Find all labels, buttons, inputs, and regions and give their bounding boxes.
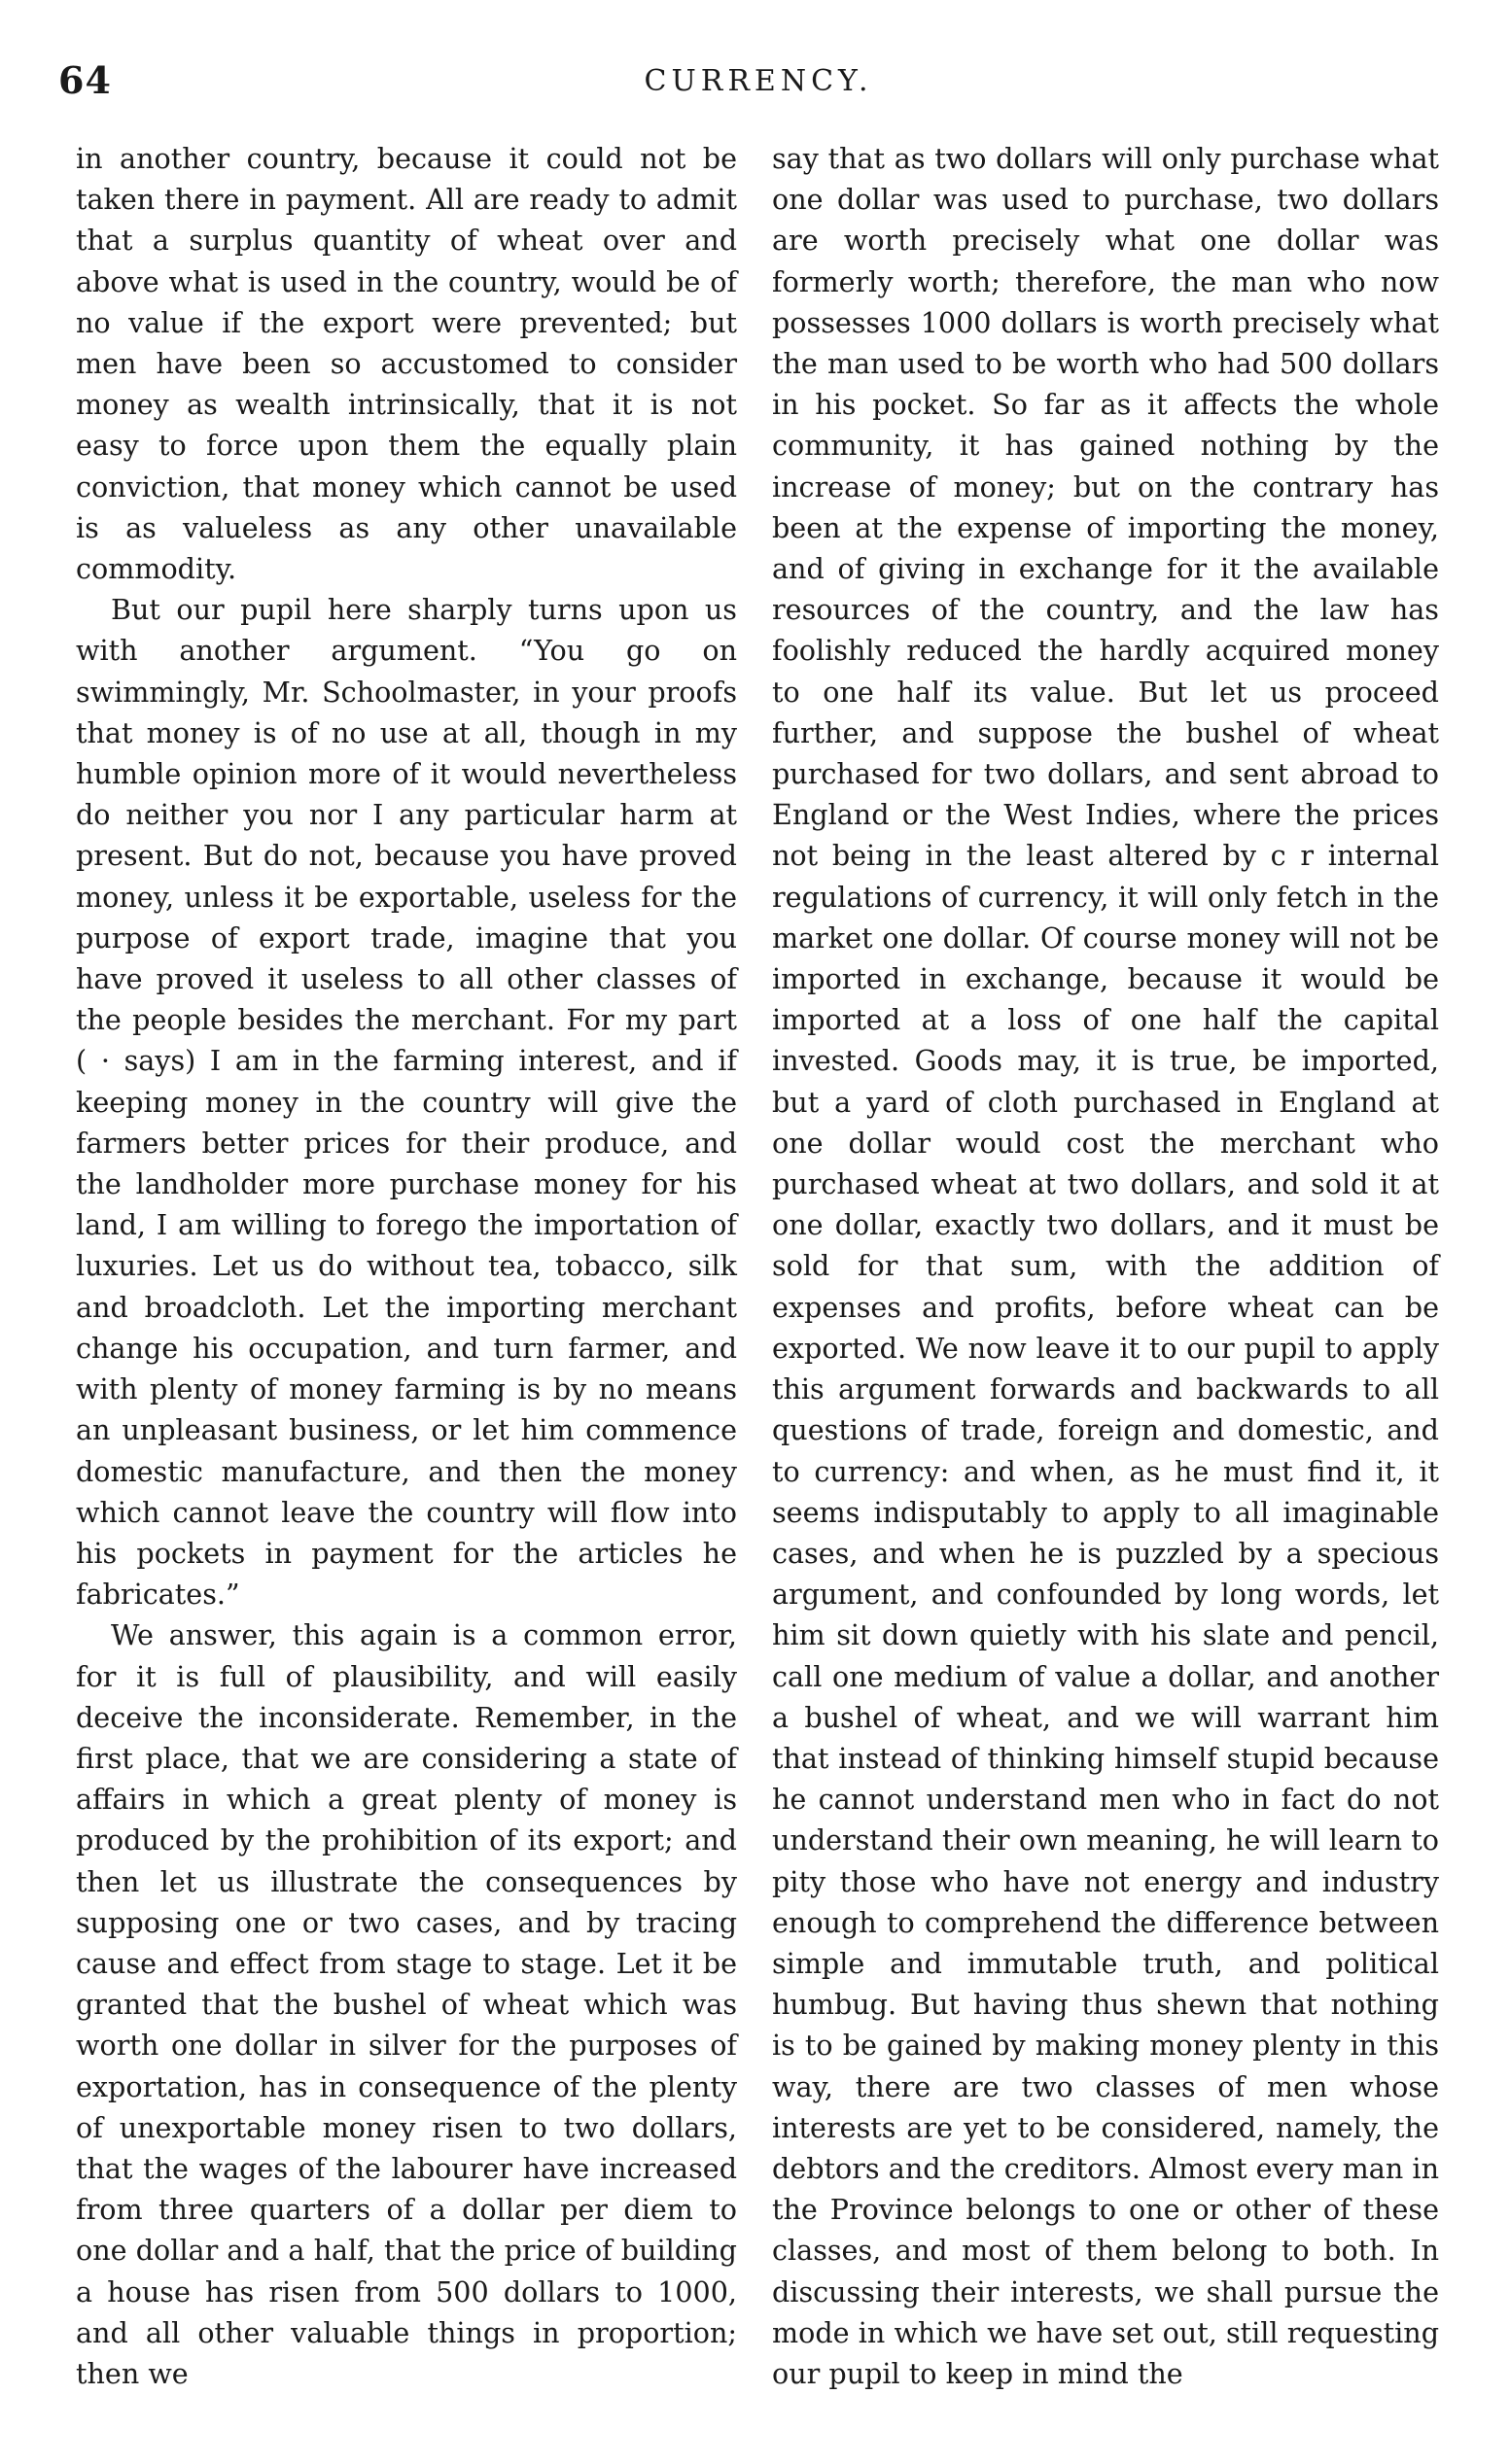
left-column: [76, 138, 737, 2394]
paragraph: We answer, this again is a common error, for it is full of plausibility, and will easily deceive the inconsiderate. Remember, in the first place, that we are considering a state of affairs in which a great plenty of money is produced by the prohibition of its export; and then let us illustrate the consequences by supposing one or two cases, and by tracing cause and effect from stage to stage. Let it be granted that the bushel of wheat which was worth one dollar in silver for the purposes of exportation, has in consequence of the plenty of unexportable money risen to two dollars, that the wages of the labourer have increased from three quarters of a dollar per diem to one dollar and a half, that the price of building a house has risen from 500 dollars to 1000, and all other valuable things in proportion; then we: [76, 1618, 737, 2390]
right-column: [772, 138, 1439, 2394]
paragraph: say that as two dollars will only purchase what one dollar was used to purchase, two dollars are worth precisely what one dollar was formerly worth; therefore, the man who now possesses 1000 dollars is worth precisely what the man used to be worth who had 500 dollars in his pocket. So far as it affects the whole community, it has gained nothing by the increase of money; but on the contrary has been at the expense of importing the money, and of giving in exchange for it the available resources of the country, and the law has foolishly reduced the hardly acquired money to one half its value. But let us proceed further, and suppose the bushel of wheat purchased for two dollars, and sent abroad to England or the West Indies, where the prices not being in the least altered by c r internal regulations of currency, it will only fetch in the market one dollar. Of course money will not be imported in exchange, because it would be imported at a loss of one half the capital invested. Goods may, it is true, be imported, but a yard of cloth purchased in England at one dollar would cost the merchant who purchased wheat at two dollars, and sold it at one dollar, exactly two dollars, and it must be sold for that sum, with the addition of expenses and profits, before wheat can be exported. We now leave it to our pupil to apply this argument forwards and backwards to all questions of trade, foreign and domestic, and to currency: and when, as he must find it, it seems indisputably to apply to all imaginable cases, and when he is puzzled by a specious argument, and confounded by long words, let him sit down quietly with his slate and pencil, call one medium of value a dollar, and another a bushel of wheat, and we will warrant him that instead of thinking himself stupid because he cannot understand men who in fact do not understand their own meaning, he will learn to pity those who have not energy and industry enough to comprehend the difference between simple and immutable truth, and political humbug. But having thus shewn that nothing is to be gained by making money plenty in this way, there are two classes of men whose interests are yet to be considered, namely, the debtors and the creditors. Almost every man in the Province belongs to one or other of these classes, and most of them belong to both. In discussing their interests, we shall pursue the mode in which we have set out, still requesting our pupil to keep in mind the: [772, 142, 1439, 2390]
page-number: 64: [58, 58, 112, 102]
running-head: CURRENCY.: [644, 64, 873, 98]
paragraph: But our pupil here sharply turns upon us with another argument. “You go on swimmingly, Mr. Schoolmaster, in your proofs that money is of no use at all, though in my humble opinion more of it would nevertheless do neither you nor I any particular harm at present. But do not, because you have proved money, unless it be exportable, useless for the purpose of export trade, imagine that you have proved it useless to all other classes of the people besides the merchant. For my part ( · says) I am in the farming interest, and if keeping money in the country will give the farmers better prices for their produce, and the landholder more purchase money for his land, I am willing to forego the importation of luxuries. Let us do without tea, tobacco, silk and broadcloth. Let the importing merchant change his occupation, and turn farmer, and with plenty of money farming is by no means an unpleasant business, or let him commence domestic manufacture, and then the money which cannot leave the country will flow into his pockets in payment for the articles he fabricates.”: [76, 593, 737, 1612]
page-header: [58, 58, 1458, 107]
paragraph: in another country, because it could not be taken there in payment. All are ready to admit that a surplus quantity of wheat over and above what is used in the country, would be of no value if the export were prevented; but men have been so accustomed to consider money as wealth intrinsically, that it is not easy to force upon them the equally plain conviction, that money which cannot be used is as valueless as any other unavailable commodity.: [76, 142, 737, 586]
